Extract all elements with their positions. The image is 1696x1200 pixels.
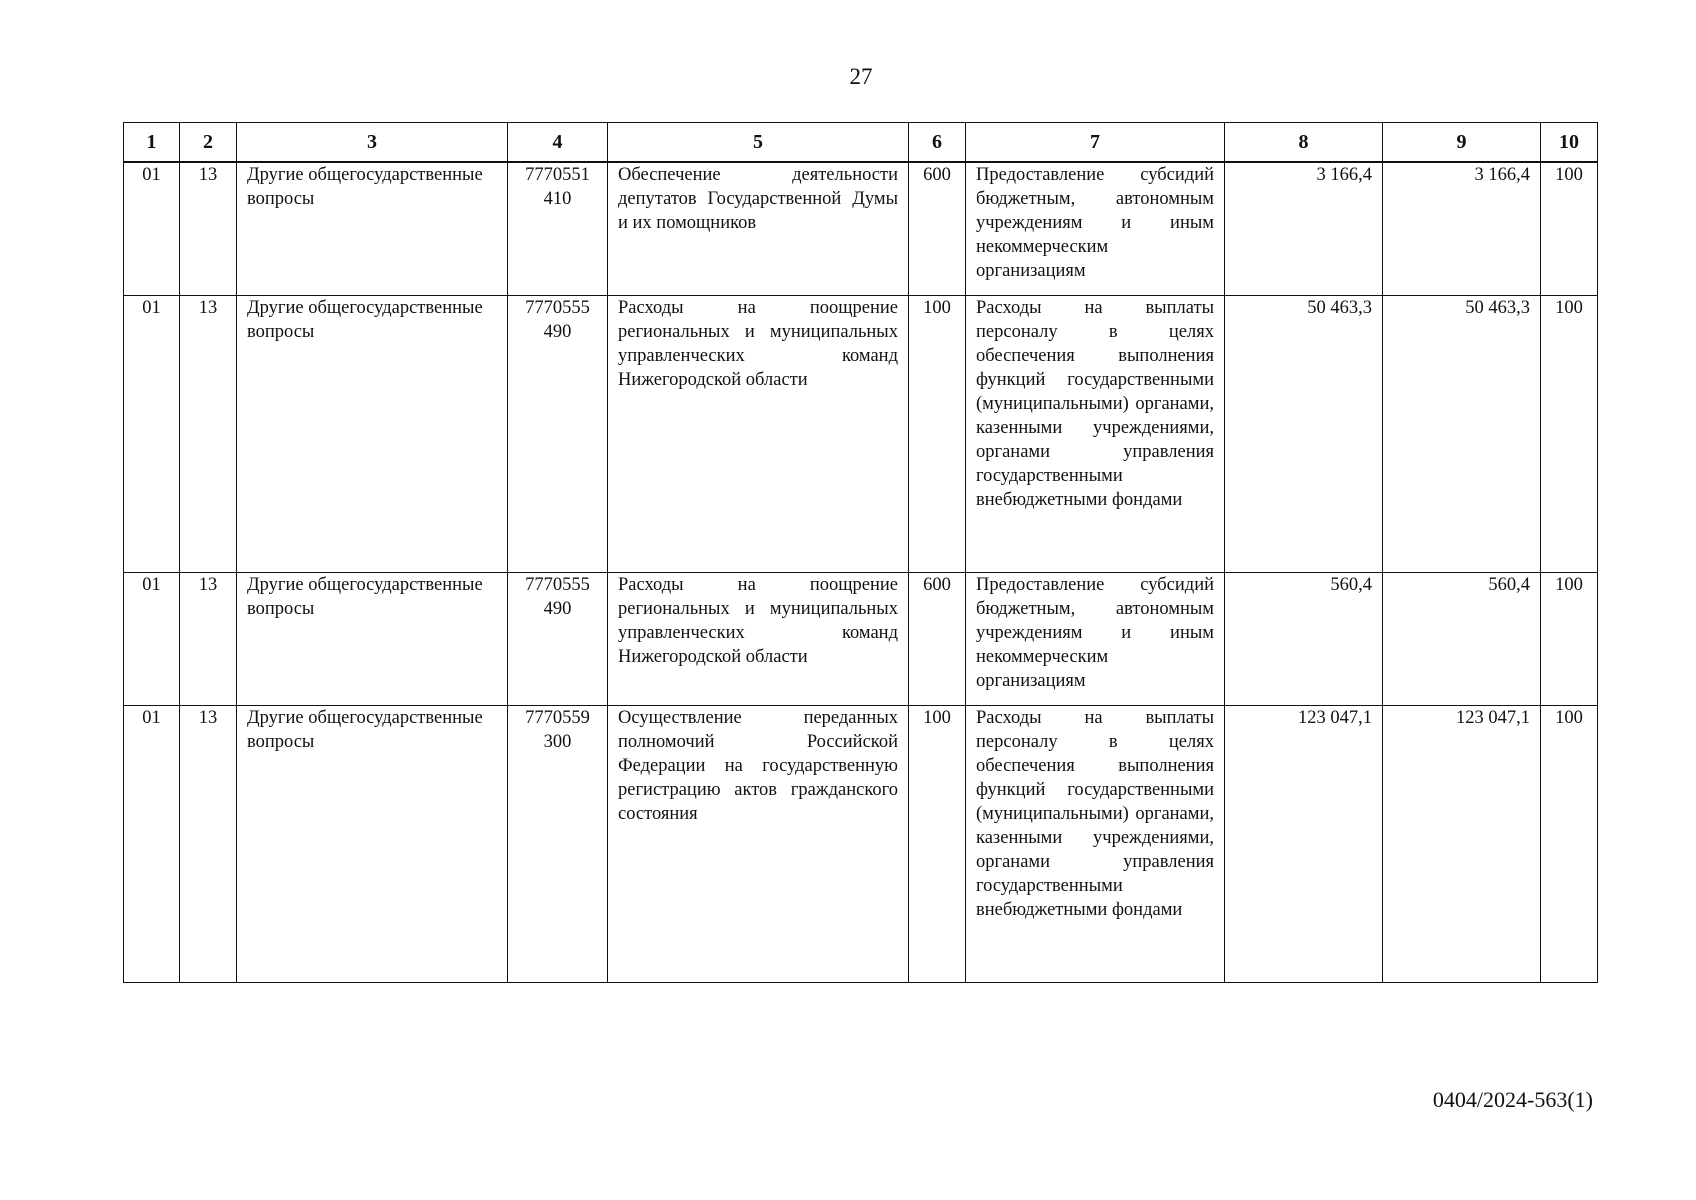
target-article-code [508,162,608,295]
target-article-code [508,705,608,982]
target-code-part-1: 7770555 [525,297,590,318]
section-code: 01 [124,162,180,295]
amount-planned: 3 166,4 [1225,162,1383,295]
target-code-part-1: 7770551 [525,165,590,185]
target-article-code [508,572,608,705]
expense-type-code: 600 [909,572,966,705]
expense-type-name: Предоставление субсидий бюджетным, автономным учреждениям и иным некоммерческим организациям [966,162,1225,295]
target-code-part-2: 490 [543,321,572,342]
amount-planned: 560,4 [1225,572,1383,705]
amount-executed: 3 166,4 [1383,162,1541,295]
subsection-name: Другие общегосударственные вопросы [237,572,508,705]
table-header-row [124,123,1598,163]
target-code-part-1: 7770555 [525,574,590,595]
target-article-name: Обеспечение деятельности депутатов Государственной Думы и их помощников [608,162,909,295]
execution-percent: 100 [1541,572,1598,705]
target-code-part-2: 410 [543,189,572,209]
expense-type-code: 600 [909,162,966,295]
execution-percent: 100 [1541,162,1598,295]
execution-percent: 100 [1541,705,1598,982]
expense-type-code: 100 [909,705,966,982]
target-code-part-2: 300 [543,731,572,752]
column-header-2: 2 [180,123,237,163]
table-row [124,162,1598,295]
subsection-code: 13 [180,295,237,572]
subsection-code: 13 [180,162,237,295]
expense-type-name: Расходы на выплаты персоналу в целях обеспечения выполнения функций государственными (муниципальными) органами, казенными учреждениями, органами управления государственными внебюджетными фондами [966,295,1225,572]
amount-executed: 50 463,3 [1383,295,1541,572]
target-article-name: Расходы на поощрение региональных и муниципальных управленческих команд Нижегородской области [608,295,909,572]
subsection-code: 13 [180,572,237,705]
section-code: 01 [124,705,180,982]
section-code: 01 [124,572,180,705]
expense-type-name: Расходы на выплаты персоналу в целях обеспечения выполнения функций государственными (муниципальными) органами, казенными учреждениями, органами управления государственными внебюджетными фондами [966,705,1225,982]
column-header-6: 6 [909,123,966,163]
subsection-code: 13 [180,705,237,982]
subsection-name: Другие общегосударственные вопросы [237,295,508,572]
target-code-part-1: 7770559 [525,707,590,728]
column-header-8: 8 [1225,123,1383,163]
column-header-3: 3 [237,123,508,163]
execution-percent: 100 [1541,295,1598,572]
column-header-4: 4 [508,123,608,163]
table-row [124,572,1598,705]
column-header-1: 1 [124,123,180,163]
table-row [124,705,1598,982]
target-code-part-2: 490 [543,598,572,619]
column-header-10: 10 [1541,123,1598,163]
subsection-name: Другие общегосударственные вопросы [237,705,508,982]
target-article-name: Расходы на поощрение региональных и муниципальных управленческих команд Нижегородской области [608,572,909,705]
column-header-7: 7 [966,123,1225,163]
amount-planned: 123 047,1 [1225,705,1383,982]
target-article-name: Осуществление переданных полномочий Российской Федерации на государственную регистрацию актов гражданского состояния [608,705,909,982]
document-code: 0404/2024-563(1) [1432,1087,1593,1112]
target-article-code [508,295,608,572]
column-header-5: 5 [608,123,909,163]
expense-type-code: 100 [909,295,966,572]
expense-type-name: Предоставление субсидий бюджетным, автономным учреждениям и иным некоммерческим организациям [966,572,1225,705]
page-number: 27 [849,64,873,89]
amount-executed: 560,4 [1383,572,1541,705]
amount-planned: 50 463,3 [1225,295,1383,572]
column-header-9: 9 [1383,123,1541,163]
section-code: 01 [124,295,180,572]
amount-executed: 123 047,1 [1383,705,1541,982]
table-row [124,295,1598,572]
budget-table [123,122,1598,983]
subsection-name: Другие общегосударственные вопросы [237,162,508,295]
